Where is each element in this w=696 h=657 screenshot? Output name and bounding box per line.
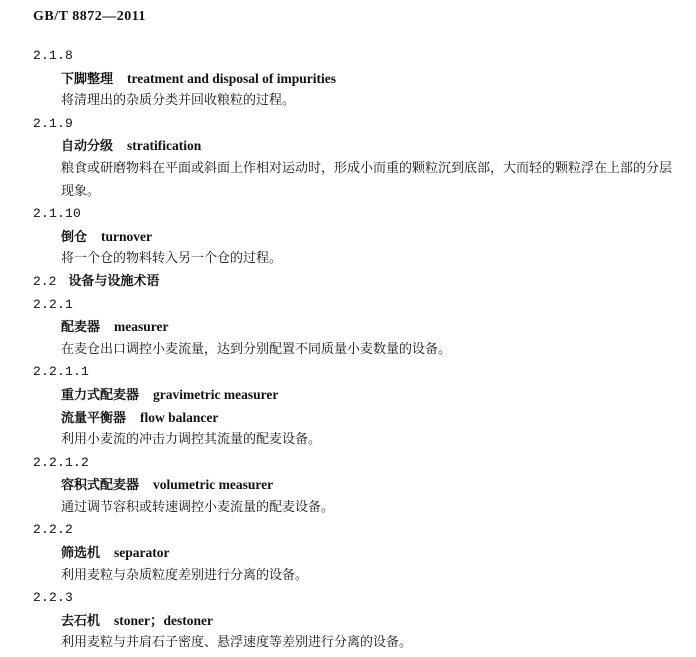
term-definition: 通过调节容积或转速调控小麦流量的配麦设备。 bbox=[61, 499, 335, 515]
term-chinese: 去石机 bbox=[61, 613, 101, 629]
term-line bbox=[0, 68, 696, 91]
term-definition: 将一个仓的物料转入另一个仓的过程。 bbox=[61, 251, 283, 267]
term-chinese: 倒仓 bbox=[61, 229, 88, 245]
term-chinese: 下脚整理 bbox=[61, 71, 114, 87]
term-definition: 粮食或研磨物料在平面或斜面上作相对运动时，形成小而重的颗粒沉到底部，大而轻的颗粒浮在上部的分层现象。 bbox=[61, 160, 673, 199]
term-synonym-line bbox=[0, 407, 696, 430]
term-definition: 在麦仓出口调控小麦流量，达到分别配置不同质量小麦数量的设备。 bbox=[61, 341, 452, 357]
term-chinese: 容积式配麦器 bbox=[61, 478, 140, 494]
term-english: separator bbox=[114, 545, 170, 561]
term-line bbox=[0, 610, 696, 633]
term-line bbox=[0, 316, 696, 339]
entry-number: 2.2.2 bbox=[33, 522, 74, 538]
term-chinese: 配麦器 bbox=[61, 320, 101, 336]
entry-number: 2.1.9 bbox=[33, 115, 74, 131]
term-line bbox=[0, 474, 696, 497]
term-english-synonym: flow balancer bbox=[140, 409, 219, 425]
term-english: stoner；destoner bbox=[114, 612, 213, 628]
term-line bbox=[0, 384, 696, 407]
term-english: gravimetric measurer bbox=[153, 386, 279, 402]
standard-code: GB/T 8872—2011 bbox=[33, 9, 146, 24]
term-definition: 利用麦粒与并肩石子密度、悬浮速度等差别进行分离的设备。 bbox=[61, 635, 413, 651]
entry-number: 2.1.10 bbox=[33, 206, 82, 222]
term-line bbox=[0, 226, 696, 249]
term-english: treatment and disposal of impurities bbox=[127, 70, 337, 86]
term-line bbox=[0, 135, 696, 158]
term-definition: 利用小麦流的冲击力调控其流量的配麦设备。 bbox=[61, 432, 322, 448]
term-english: turnover bbox=[101, 228, 153, 244]
section-number: 2.2 bbox=[33, 273, 57, 289]
document-body bbox=[0, 45, 696, 655]
term-definition: 将清理出的杂质分类并回收粮粒的过程。 bbox=[61, 93, 296, 109]
term-chinese: 重力式配麦器 bbox=[61, 387, 140, 403]
term-english: measurer bbox=[114, 319, 169, 335]
entry-number: 2.1.8 bbox=[33, 48, 74, 63]
term-chinese-synonym: 流量平衡器 bbox=[61, 410, 127, 426]
entry-number: 2.2.1.2 bbox=[33, 454, 90, 470]
section-title: 设备与设施术语 bbox=[68, 273, 160, 289]
term-english: stratification bbox=[127, 138, 202, 154]
term-chinese: 筛选机 bbox=[61, 546, 101, 562]
section-heading bbox=[0, 271, 696, 294]
entry-number: 2.2.3 bbox=[33, 590, 74, 606]
term-english: volumetric measurer bbox=[153, 477, 274, 493]
term-chinese: 自动分级 bbox=[61, 139, 114, 155]
term-line bbox=[0, 542, 696, 565]
term-definition: 利用麦粒与杂质粒度差别进行分离的设备。 bbox=[61, 567, 309, 583]
entry-number: 2.2.1.1 bbox=[33, 364, 90, 380]
entry-number: 2.2.1 bbox=[33, 296, 74, 312]
